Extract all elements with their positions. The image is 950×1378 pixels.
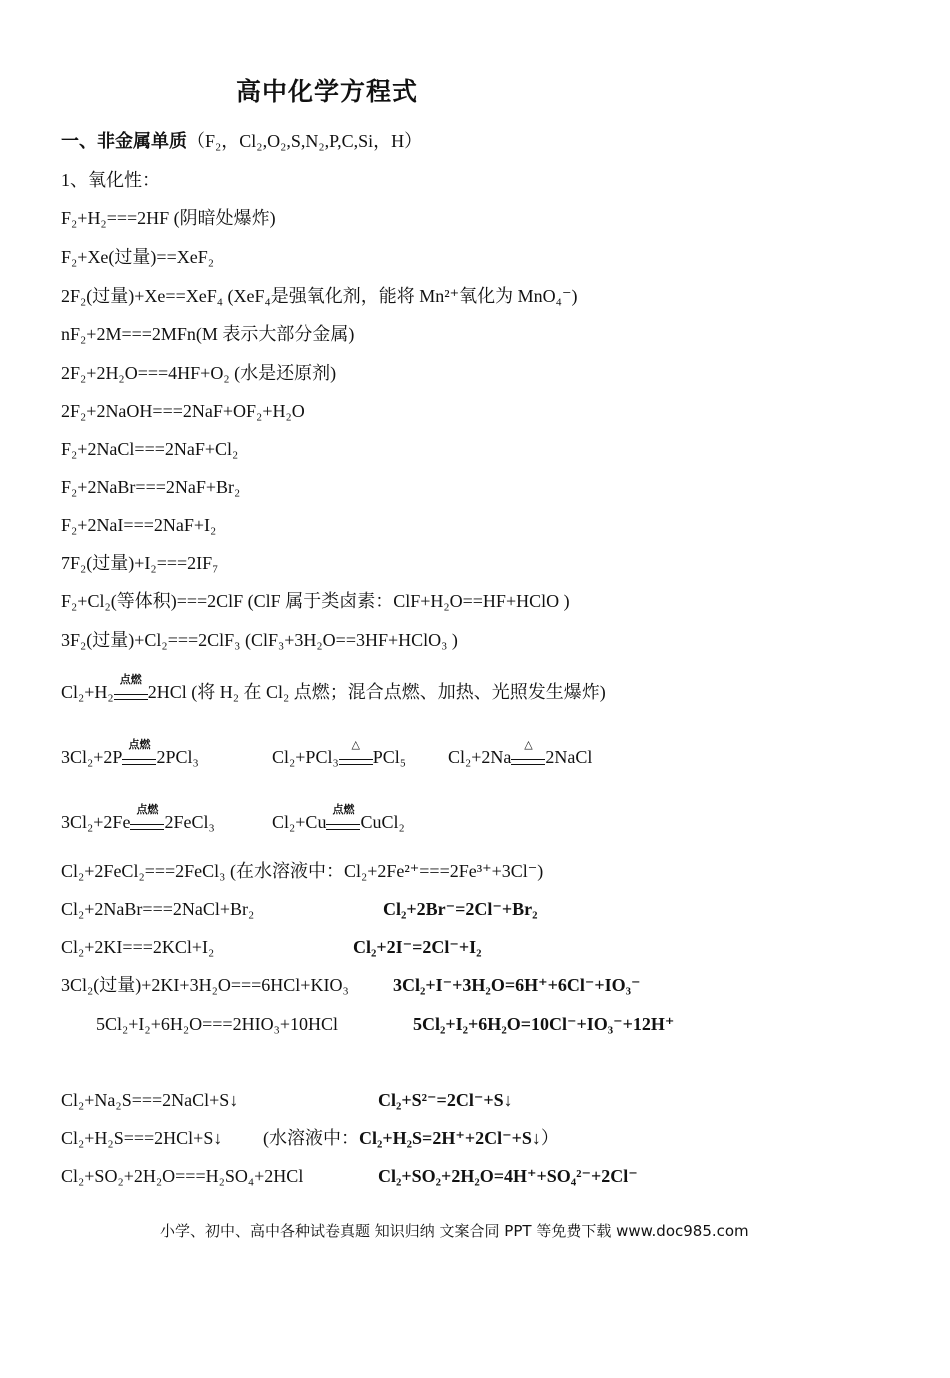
equation-line: 5Cl₂+I₂+6H₂O===2HIO₃+10HCl	[96, 1014, 339, 1034]
heat-condition	[511, 738, 545, 768]
equation-line: 2F₂+2H₂O===4HF+O₂ (水是还原剂)	[61, 363, 337, 383]
equation-line	[61, 803, 215, 833]
equation-line: 3F₂(过量)+Cl₂===2ClF₃ (ClF₃+3H₂O==3HF+HClO₃ )	[61, 630, 458, 650]
double-bar-icon	[511, 759, 545, 765]
equation-line: Cl₂+2NaBr===2NaCl+Br₂	[61, 899, 255, 919]
equation-products: 2PCl₃	[156, 747, 199, 767]
section-heading-text: 一、非金属单质	[61, 131, 187, 152]
heat-triangle-icon: △	[524, 738, 533, 751]
heat-condition	[339, 738, 373, 768]
equation-line: F₂+Cl₂(等体积)===2ClF (ClF 属于类卤素：ClF+H₂O==HF+HClO )	[61, 591, 570, 611]
equation-products: 2FeCl₃	[164, 812, 215, 832]
equation-line: 2F₂+2NaOH===2NaF+OF₂+H₂O	[61, 401, 305, 421]
condition-label: 点燃	[136, 803, 159, 816]
note-suffix: ）	[540, 1128, 559, 1148]
equation-reactants: Cl₂+Cu	[272, 812, 327, 832]
double-bar-icon	[114, 694, 148, 700]
heat-triangle-icon: △	[351, 738, 360, 751]
equation-products: 2NaCl	[545, 747, 593, 767]
equation-line: F₂+2NaI===2NaF+I₂	[61, 515, 217, 535]
equation-line: 7F₂(过量)+I₂===2IF₇	[61, 553, 219, 573]
equation-line: nF₂+2M===2MFn(M 表示大部分金属)	[61, 324, 355, 344]
equation-products: CuCl₂	[360, 812, 405, 832]
equation-reactants: Cl₂+2Na	[448, 747, 512, 767]
equation-line: F₂+H₂===2HF (阴暗处爆炸)	[61, 208, 276, 228]
equation-line: 2F₂(过量)+Xe==XeF₄ (XeF₄是强氧化剂，能将 Mn²⁺氧化为 MnO₄⁻)	[61, 286, 578, 306]
equation-line: Cl₂+Na₂S===2NaCl+S↓	[61, 1090, 239, 1110]
ionic-equation: 5Cl₂+I₂+6H₂O=10Cl⁻+IO₃⁻+12H⁺	[413, 1014, 675, 1034]
equation-reactants: 3Cl₂+2Fe	[61, 812, 131, 832]
ionic-equation: Cl₂+SO₂+2H₂O=4H⁺+SO₄²⁻+2Cl⁻	[378, 1166, 638, 1186]
equation-note	[263, 1127, 559, 1149]
ignition-condition	[122, 738, 156, 768]
subheading-oxidizing: 1、氧化性：	[61, 170, 160, 190]
note-prefix: (水溶液中：	[263, 1128, 359, 1148]
section-elements: （F₂，Cl₂,O₂,S,N₂,P,C,Si，H）	[187, 131, 423, 151]
equation-line	[272, 803, 405, 833]
equation-products: 2HCl (将 H₂ 在 Cl₂ 点燃；混合点燃、加热、光照发生爆炸)	[147, 682, 606, 702]
equation-line	[61, 738, 199, 768]
ionic-equation: Cl₂+H₂S=2H⁺+2Cl⁻+S↓	[359, 1128, 541, 1148]
double-bar-icon	[130, 824, 164, 830]
section-heading	[61, 130, 422, 153]
double-bar-icon	[122, 759, 156, 765]
equation-reactants: Cl₂+PCl₃	[272, 747, 339, 767]
equation-line: Cl₂+2KI===2KCl+I₂	[61, 937, 215, 957]
equation-line	[448, 738, 593, 768]
equation-line: Cl₂+H₂S===2HCl+S↓	[61, 1128, 223, 1148]
ignition-condition	[130, 803, 164, 833]
equation-line: Cl₂+SO₂+2H₂O===H₂SO₄+2HCl	[61, 1166, 304, 1186]
equation-line: F₂+Xe(过量)==XeF₂	[61, 247, 214, 267]
equation-line: 3Cl₂(过量)+2KI+3H₂O===6HCl+KIO₃	[61, 975, 349, 995]
ignition-condition	[114, 673, 148, 703]
ignition-condition	[326, 803, 360, 833]
equation-line	[61, 673, 606, 703]
equation-reactants: 3Cl₂+2P	[61, 747, 123, 767]
equation-reactants: Cl₂+H₂	[61, 682, 114, 702]
ionic-equation: Cl₂+2Br⁻=2Cl⁻+Br₂	[383, 899, 538, 919]
ionic-equation: Cl₂+2I⁻=2Cl⁻+I₂	[353, 937, 482, 957]
equation-line: Cl₂+2FeCl₂===2FeCl₃ (在水溶液中：Cl₂+2Fe²⁺===2Fe³⁺+3Cl⁻)	[61, 861, 544, 881]
equation-line	[272, 738, 407, 768]
condition-label: 点燃	[332, 803, 355, 816]
condition-label: 点燃	[128, 738, 151, 751]
ionic-equation: 3Cl₂+I⁻+3H₂O=6H⁺+6Cl⁻+IO₃⁻	[393, 975, 641, 995]
equation-line: F₂+2NaBr===2NaF+Br₂	[61, 477, 241, 497]
equation-line: F₂+2NaCl===2NaF+Cl₂	[61, 439, 239, 459]
page-footer: 小学、初中、高中各种试卷真题 知识归纳 文案合同 PPT 等免费下载 www.doc985.com	[160, 1222, 749, 1240]
ionic-equation: Cl₂+S²⁻=2Cl⁻+S↓	[378, 1090, 513, 1110]
double-bar-icon	[339, 759, 373, 765]
equation-products: PCl₅	[372, 747, 407, 767]
page-title: 高中化学方程式	[236, 77, 419, 106]
double-bar-icon	[326, 824, 360, 830]
condition-label: 点燃	[119, 673, 142, 686]
